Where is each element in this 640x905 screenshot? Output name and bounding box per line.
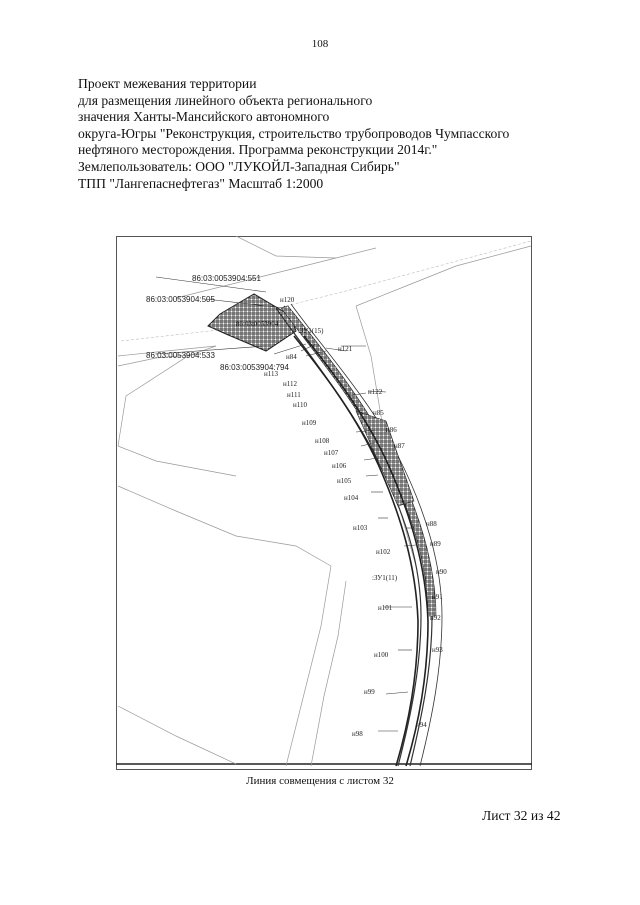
point-label: н98 xyxy=(352,730,363,738)
point-label: н101 xyxy=(378,604,393,612)
boundary-lines xyxy=(118,236,531,766)
cadastral-label: 86:03:0053904:794 xyxy=(220,363,289,372)
point-label: н84 xyxy=(286,353,297,361)
point-label: н85 xyxy=(373,409,384,417)
point-label: н102 xyxy=(376,548,391,556)
point-label: н103 xyxy=(353,524,368,532)
title-line: значения Ханты-Мансийского автономного xyxy=(78,109,330,125)
survey-map xyxy=(116,236,532,770)
plot-label: :ЗУ1(15) xyxy=(298,327,324,335)
document-title xyxy=(78,76,598,192)
map-frame xyxy=(117,237,532,770)
cadastral-label: 86:03:0053904:533 xyxy=(146,351,215,360)
point-label: н106 xyxy=(332,462,347,470)
title-line: округа-Югры "Реконструкция, строительство трубопроводов Чумпасского xyxy=(78,125,510,141)
point-label: н86 xyxy=(386,426,397,434)
cadastral-label: 86:03:0053904:551 xyxy=(192,274,261,283)
point-label: н112 xyxy=(283,380,297,388)
sheet-number: Лист 32 из 42 xyxy=(482,808,561,823)
point-label: н92 xyxy=(430,614,441,622)
point-label: н122 xyxy=(368,388,383,396)
point-label: н120 xyxy=(280,296,295,304)
point-label: н100 xyxy=(374,651,389,659)
cadastral-label: 86:03:0053904 xyxy=(236,320,279,328)
point-label: н121 xyxy=(338,345,353,353)
title-line: ТПП "Лангепаснефтегаз" Масштаб 1:2000 xyxy=(78,175,324,191)
map-caption: Линия совмещения с листом 32 xyxy=(246,775,394,787)
title-line: Проект межевания территории xyxy=(78,76,257,91)
point-label: н88 xyxy=(426,520,437,528)
page-number: 108 xyxy=(311,38,329,50)
title-line: нефтяного месторождения. Программа реконструкции 2014г." xyxy=(78,142,438,158)
point-label: н89 xyxy=(430,540,441,548)
point-label: н108 xyxy=(315,437,330,445)
point-label: н107 xyxy=(324,449,339,457)
title-line: для размещения линейного объекта регионального xyxy=(78,92,373,108)
point-label: н99 xyxy=(364,688,375,696)
point-label: н90 xyxy=(436,568,447,576)
point-label: н94 xyxy=(416,721,427,729)
point-label: н91 xyxy=(432,593,443,601)
title-line: Землепользователь: ООО "ЛУКОЙЛ-Западная Сибирь" xyxy=(78,158,400,174)
point-label: н93 xyxy=(432,646,443,654)
point-label: н104 xyxy=(344,494,359,502)
point-label: н113 xyxy=(264,370,278,378)
point-label: н105 xyxy=(337,477,352,485)
map-drawing xyxy=(116,236,532,770)
cadastral-label: 86:03:0053904:505 xyxy=(146,295,215,304)
plot-label: :ЗУ1(11) xyxy=(372,574,398,582)
point-label: н109 xyxy=(302,419,317,427)
point-label: н87 xyxy=(394,442,405,450)
point-label: н111 xyxy=(287,391,301,399)
point-label: н110 xyxy=(293,401,307,409)
